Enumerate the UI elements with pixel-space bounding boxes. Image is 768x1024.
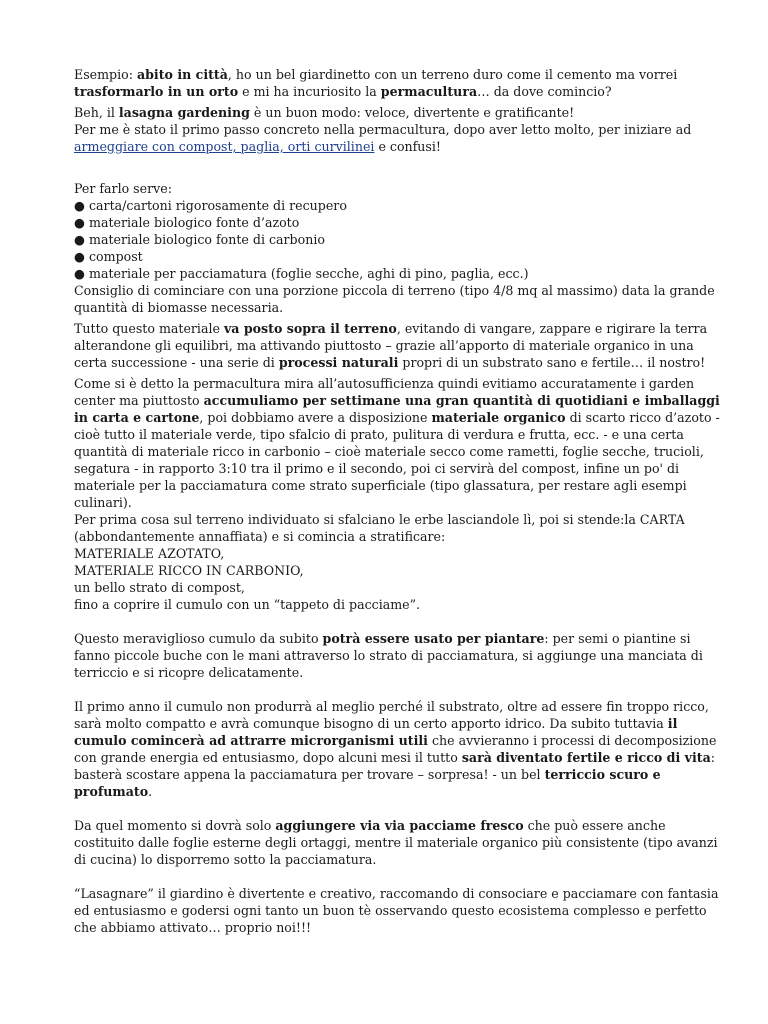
bold-text: trasformarlo in un orto — [74, 84, 239, 99]
bold-text: accumuliamo per settimane una gran quantità di quotidiani e imballaggi in carta e cartone — [74, 393, 720, 425]
list-item: ● materiale biologico fonte di carbonio — [74, 231, 724, 248]
text: è un buon modo: veloce, divertente e gratificante! — [249, 105, 575, 120]
paragraph-needed: Per farlo serve: — [74, 181, 172, 196]
text: e mi ha incuriosito la — [238, 84, 381, 99]
list-item: ● compost — [74, 248, 724, 265]
text: : per semi o piantine si fanno piccole buche con le mani attraverso lo strato di pacciamatura, si aggiunge una manciata di terriccio e si ricopre delicatamente. — [74, 631, 703, 680]
text: Questo meraviglioso cumulo da subito — [74, 631, 323, 646]
bold-text: permacultura — [380, 84, 478, 99]
paragraph-closing: “Lasagnare” il giardino è divertente e creativo, raccomando di consociare e pacciamare con fantasia ed entusiasmo e godersi ogni tanto un buon tè osservando questo ecosistema complesso e perfetto che abbiamo attivato… proprio noi!!! — [74, 886, 719, 935]
text: che può essere anche costituito dalle foglie esterne degli ortaggi, mentre il materiale organico più consistente (tipo avanzi di cucina) lo disporremo sotto la pacciamatura. — [74, 818, 718, 867]
paragraph-lasagna — [74, 104, 724, 121]
text: Esempio: — [74, 67, 137, 82]
layer-line: MATERIALE RICCO IN CARBONIO, — [74, 563, 304, 578]
text: … da dove comincio? — [477, 84, 612, 99]
text: e confusi! — [374, 139, 441, 154]
text: , evitando di vangare, zappare e rigirare la terra alterandone gli equilibri, ma attivando piuttosto – grazie all’apporto di materiale organico in una certa successione - una serie di — [74, 321, 708, 370]
paragraph-planting — [74, 630, 724, 681]
paragraph-example — [74, 66, 724, 100]
layer-line: MATERIALE AZOTATO, — [74, 546, 225, 561]
list-item: ● materiale per pacciamatura (foglie secche, aghi di pino, paglia, ecc.) — [74, 265, 724, 282]
bold-text: lasagna gardening — [118, 105, 250, 120]
bold-text: va posto sopra il terreno — [223, 321, 397, 336]
layer-line: un bello strato di compost, — [74, 580, 245, 595]
paragraph-fresh-mulch — [74, 817, 724, 868]
text: Da quel momento si dovrà solo — [74, 818, 276, 833]
text: propri di un substrato sano e fertile… il nostro! — [398, 355, 706, 370]
bold-text: il cumulo comincerà ad attrarre microrganismi utili — [74, 716, 678, 748]
materials-list — [74, 197, 724, 282]
bold-text: terriccio scuro e profumato — [74, 767, 661, 799]
compost-link[interactable]: armeggiare con compost, paglia, orti curvilinei — [74, 139, 375, 154]
layer-line: fino a coprire il cumulo con un “tappeto di pacciame”. — [74, 597, 421, 612]
list-item: ● carta/cartoni rigorosamente di recupero — [74, 197, 724, 214]
bold-text: sarà diventato fertile e ricco di vita — [461, 750, 711, 765]
bold-text: potrà essere usato per piantare — [322, 631, 545, 646]
text: , poi dobbiamo avere a disposizione — [199, 410, 432, 425]
text: . — [148, 784, 153, 799]
text: di scarto ricco d’azoto - cioè tutto il materiale verde, tipo sfalcio di prato, pulitura di verdura e frutta, ecc. - e una certa quantità di materiale ricco in carbonio – cioè materiale secco come rametti, foglie secche, trucioli, segatura - in rapporto 3:10 tra il primo e il secondo, poi ci servirà del compost, infine un po' di materiale per la pacciamatura come strato superficiale (tipo glassatura, per restare agli esempi culinari). — [74, 410, 720, 510]
paragraph-material — [74, 320, 724, 371]
text: , ho un bel giardinetto con un terreno duro come il cemento ma vorrei — [227, 67, 678, 82]
bold-text: materiale organico — [431, 410, 566, 425]
document-body — [74, 66, 724, 936]
bold-text: aggiungere via via pacciame fresco — [275, 818, 524, 833]
text: che avvieranno i processi di decomposizione con grande energia ed entusiasmo, dopo alcuni mesi il tutto — [74, 733, 717, 765]
paragraph-layers — [74, 511, 724, 613]
text: Per me è stato il primo passo concreto nella permacultura, dopo aver letto molto, per iniziare ad — [74, 122, 692, 137]
text: Per prima cosa sul terreno individuato si sfalciano le erbe lasciandole lì, poi si stende:la CARTA (abbondantemente annaffiata) e si comincia a stratificare: — [74, 512, 685, 544]
paragraph-advice: Consiglio di cominciare con una porzione piccola di terreno (tipo 4/8 mq al massimo) data la grande quantità di biomasse necessaria. — [74, 283, 715, 315]
bold-text: processi naturali — [278, 355, 399, 370]
paragraph-permaculture — [74, 375, 724, 511]
text: Beh, il — [74, 105, 119, 120]
bold-text: abito in città — [136, 67, 228, 82]
text: Come si è detto la permacultura mira all’autosufficienza quindi evitiamo accuratamente i garden center ma piuttosto — [74, 376, 695, 408]
text: : basterà scostare appena la pacciamatura per trovare – sorpresa! - un bel — [74, 750, 715, 782]
text: Il primo anno il cumulo non produrrà al meglio perché il substrato, oltre ad essere fin troppo ricco, sarà molto compatto e avrà comunque bisogno di un certo apporto idrico. Da subito tuttavia — [74, 699, 709, 731]
paragraph-first-year — [74, 698, 724, 800]
list-item: ● materiale biologico fonte d’azoto — [74, 214, 724, 231]
text: Tutto questo materiale — [74, 321, 224, 336]
paragraph-first-step — [74, 121, 724, 155]
